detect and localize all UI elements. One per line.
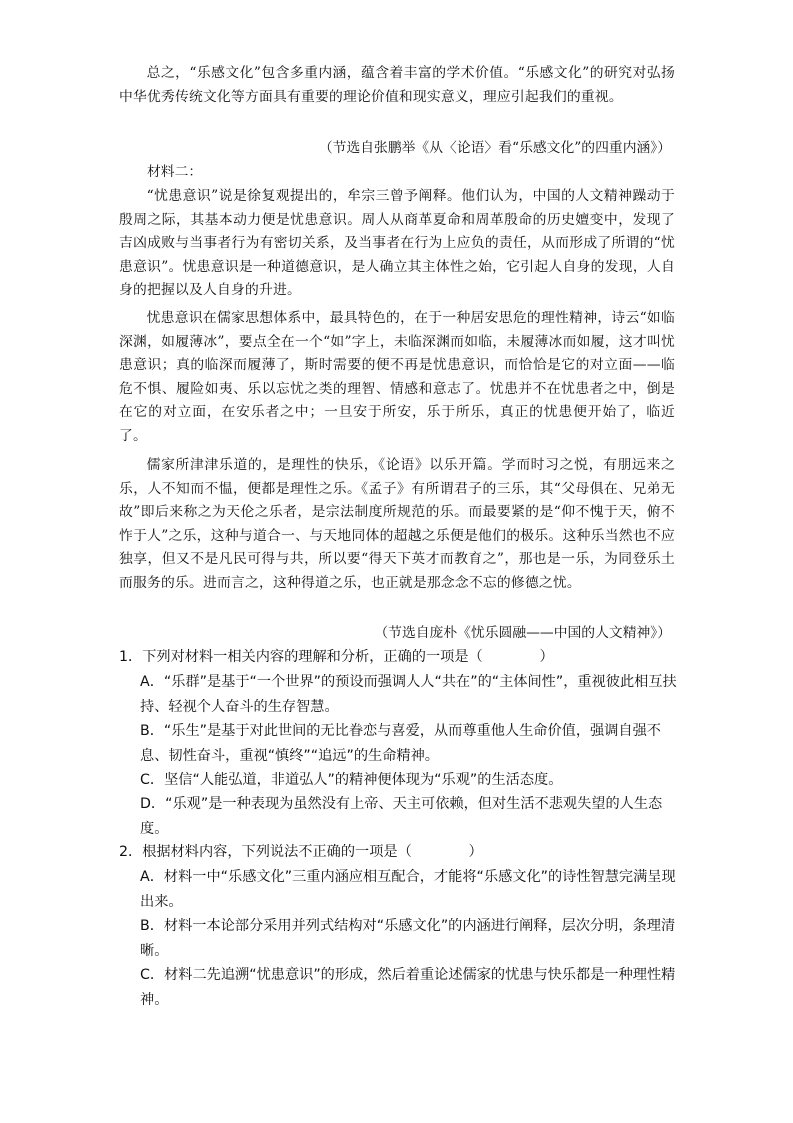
material-two-paragraph: “忧患意识”说是徐复观提出的，牟宗三曾予阐释。他们认为，中国的人文精神躁动于殷周之际，其基本动力便是忧患意识。周人从商革夏命和周革殷命的历史嬗变中，发现了吉凶成败与当事者行为有密切关系，及当事者在行为上应负的责任，从而形成了所谓的“忧患意识”。忧患意识是一种道德意识，是人确立其主体性之始，它引起人自身的发现，人自身的把握以及人自身的升进。 [119, 188, 675, 299]
option-letter: B． [140, 918, 164, 934]
option-text: 材料一本论部分采用并列式结构对“乐感文化”的内涵进行阐释，层次分明，条理清晰。 [140, 918, 676, 959]
option-letter: A． [140, 869, 164, 885]
option-text: “乐群”是基于“一个世界”的预设而强调人人“共在”的“主体间性”，重视彼此相互扶持、轻视个人奋斗的生存智慧。 [140, 674, 677, 715]
question-option [140, 963, 680, 1012]
option-text: “乐生”是基于对此世间的无比眷恋与喜爱，从而尊重他人生命价值，强调自强不息、韧性奋斗，重视“慎终”“追远”的生命精神。 [140, 723, 661, 764]
material-two-paragraph: 忧患意识在儒家思想体系中，最具特色的，在于一种居安思危的理性精神，诗云“如临深渊，如履薄冰”，要点全在一个“如”字上，未临深渊而如临，未履薄冰而如履，这才叫忧患意识；真的临深而履薄了，斯时需要的便不再是忧患意识，而恰恰是它的对立面——临危不惧、履险如夷、乐以忘忧之类的理智、情感和意志了。忧患并不在忧患者之中，倒是在它的对立面，在安乐者之中；一旦安于所安，乐于所乐，真正的忧患便开始了，临近了。 [119, 310, 675, 444]
material-one-conclusion: 总之，“乐感文化”包含多重内涵，蕴含着丰富的学术价值。“乐感文化”的研究对弘扬中华优秀传统文化等方面具有重要的理论价值和现实意义，理应引起我们的重视。 [119, 65, 675, 105]
material-two-paragraph: 儒家所津津乐道的，是理性的快乐，《论语》以乐开篇。学而时习之悦，有朋远来之乐，人不知而不愠，便都是理性之乐。《孟子》有所谓君子的三乐，其“父母俱在、兄弟无故”即后来称之为天伦之乐者，是宗法制度所规范的乐。而最要紧的是“仰不愧于天，俯不怍于人”之乐，这种与道合一、与天地同体的超越之乐便是他们的极乐。这种乐当然也不应独享，但又不是凡民可得与共，所以要“得天下英才而教育之”，那也是一乐，为同登乐土而服务的乐。进而言之，这种得道之乐，也正就是那念念不忘的修德之忧。 [119, 457, 675, 591]
question-stem: 1．下列对材料一相关内容的理解和分析，正确的一项是（ ） [119, 649, 554, 665]
question-option [140, 792, 680, 841]
question-option [140, 768, 680, 793]
option-text: 材料一中“乐感文化”三重内涵应相互配合，才能将“乐感文化”的诗性智慧完满呈现出来。 [140, 869, 676, 910]
option-text: “乐观”是一种表现为虽然没有上帝、天主可依赖，但对生活不悲观失望的人生态度。 [140, 796, 663, 837]
material-one-source: （节选自张鹏举《从〈论语〉看“乐感文化”的四重内涵》） [318, 140, 671, 156]
question-option [140, 670, 680, 719]
material-two-source: （节选自庞朴《忧乐圆融——中国的人文精神》） [374, 625, 671, 641]
option-letter: A． [140, 674, 164, 690]
option-letter: C． [140, 967, 165, 983]
question-stem: 2．根据材料内容，下列说法不正确的一项是（ ） [119, 844, 483, 860]
option-letter: B． [140, 723, 164, 739]
question-option [140, 914, 680, 963]
option-text: 坚信“人能弘道，非道弘人”的精神便体现为“乐观”的生活态度。 [164, 772, 563, 788]
option-text: 材料二先追溯“忧患意识”的形成，然后着重论述儒家的忧患与快乐都是一种理性精神。 [140, 967, 676, 1008]
material-two-label: 材料二： [147, 164, 203, 180]
question-option [140, 865, 680, 914]
question-option [140, 719, 680, 768]
option-letter: C． [140, 772, 165, 788]
option-letter: D． [140, 796, 166, 812]
